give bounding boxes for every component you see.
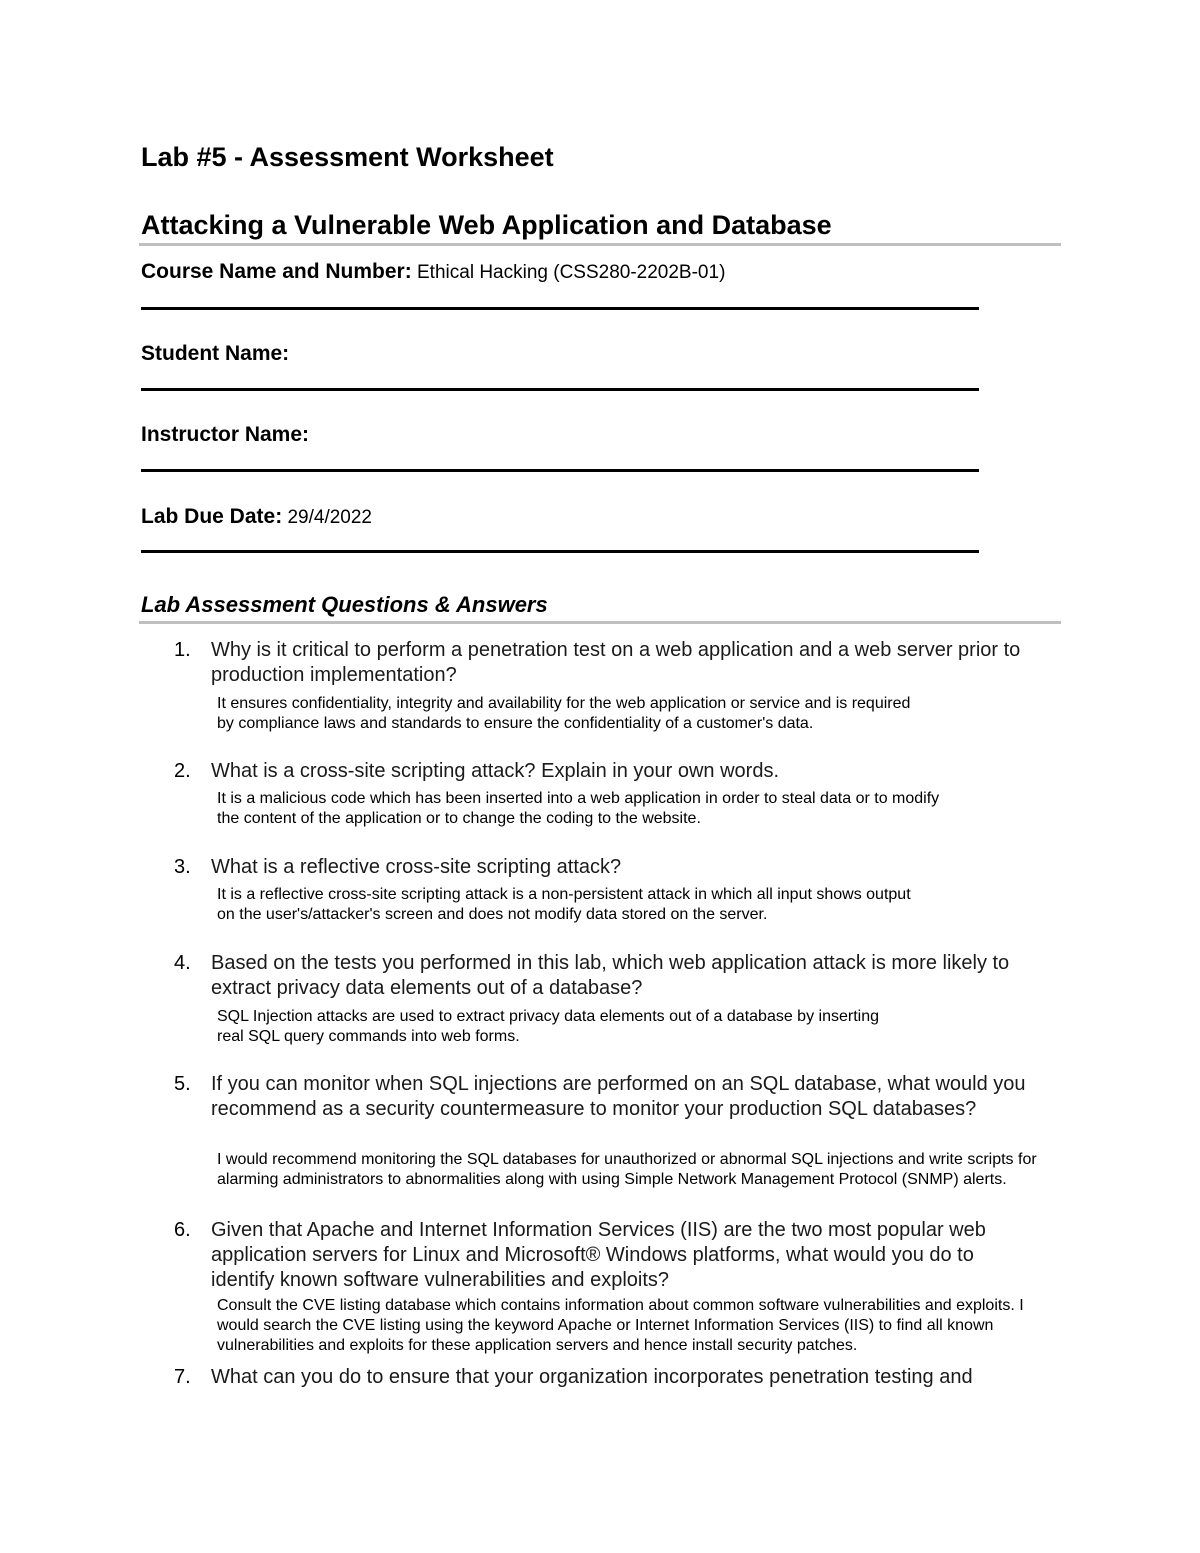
due-date-field — [141, 504, 372, 531]
due-date-blank-line — [141, 550, 979, 553]
answer-text: It is a reflective cross-site scripting attack is a non-persistent attack in which all input shows output on the user's/attacker's screen and does not modify data stored on the server. — [217, 886, 911, 923]
student-label: Student Name: — [141, 342, 290, 365]
instructor-field — [141, 422, 309, 449]
answer-text: Consult the CVE listing database which contains information about common software vulnerabilities and exploits. I would search the CVE listing using the keyword Apache or Internet Information Services (IIS) to find all known vulnerabilities and exploits for these application servers and hence install security patches. — [217, 1297, 1024, 1354]
question-text: What is a reflective cross-site scripting attack? — [211, 856, 622, 878]
instructor-blank-line — [141, 469, 979, 472]
question-number: 7. — [174, 1366, 191, 1388]
document-subtitle: Attacking a Vulnerable Web Application and Database — [141, 210, 832, 240]
answer-text: It ensures confidentiality, integrity and availability for the web application or service and is required by compliance laws and standards to ensure the confidentiality of a customer's data. — [217, 695, 911, 732]
question-text: Based on the tests you performed in this lab, which web application attack is more likely to extract privacy data elements out of a database? — [211, 952, 1010, 999]
due-date-value: 29/4/2022 — [282, 507, 372, 528]
question-text: If you can monitor when SQL injections are performed on an SQL database, what would you recommend as a security countermeasure to monitor your production SQL databases? — [211, 1073, 1026, 1120]
due-date-label: Lab Due Date: — [141, 505, 283, 528]
section-divider — [139, 621, 1061, 624]
answer-text: It is a malicious code which has been inserted into a web application in order to steal data or to modify the content of the application or to change the coding to the website. — [217, 790, 940, 827]
answer-text: I would recommend monitoring the SQL databases for unauthorized or abnormal SQL injections and write scripts for alarming administrators to abnormalities along with using Simple Network Management Protocol (SNMP) alerts. — [217, 1151, 1037, 1188]
question-text: Given that Apache and Internet Information Services (IIS) are the two most popular web application servers for Linux and Microsoft® Windows platforms, what would you do to identify known software vulnerabilities and exploits? — [211, 1219, 986, 1291]
question-text: Why is it critical to perform a penetration test on a web application and a web server prior to production implementation? — [211, 639, 1021, 686]
course-value: Ethical Hacking (CSS280-2202B-01) — [411, 262, 726, 283]
title-divider — [139, 243, 1061, 246]
question-number: 1. — [174, 639, 191, 661]
document-title: Lab #5 - Assessment Worksheet — [141, 142, 554, 172]
question-number: 4. — [174, 952, 191, 974]
question-number: 5. — [174, 1073, 191, 1095]
section-heading: Lab Assessment Questions & Answers — [141, 592, 548, 617]
question-text: What can you do to ensure that your organization incorporates penetration testing and — [211, 1366, 973, 1388]
course-blank-line — [141, 307, 979, 310]
answer-text: SQL Injection attacks are used to extract privacy data elements out of a database by inserting real SQL query commands into web forms. — [217, 1008, 879, 1045]
course-label: Course Name and Number: — [141, 260, 412, 283]
instructor-label: Instructor Name: — [141, 423, 310, 446]
student-blank-line — [141, 388, 979, 391]
course-field — [141, 259, 725, 286]
student-field — [141, 341, 289, 368]
question-text: What is a cross-site scripting attack? Explain in your own words. — [211, 760, 779, 782]
question-number: 2. — [174, 760, 191, 782]
question-number: 6. — [174, 1219, 191, 1241]
question-number: 3. — [174, 856, 191, 878]
